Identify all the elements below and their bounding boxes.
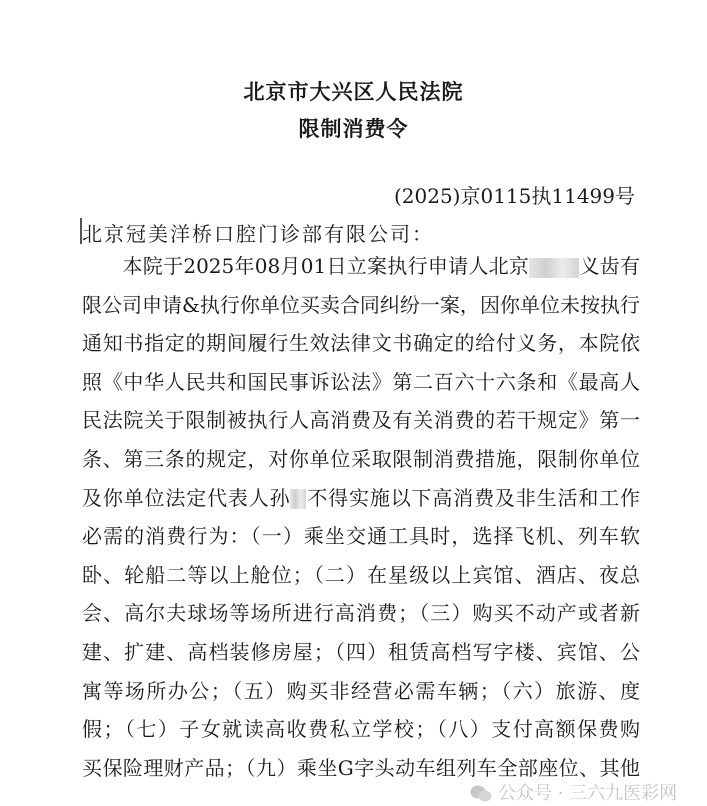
body-line bbox=[82, 639, 640, 665]
body-line bbox=[82, 716, 640, 742]
body-line-text: 假；（七）子女就读高收费私立学校；（八）支付高额保费购 bbox=[82, 717, 640, 742]
body-line-text: 通知书指定的期间履行生效法律文书确定的给付义务，本院依 bbox=[82, 331, 640, 356]
redacted-text bbox=[529, 258, 579, 278]
body-line bbox=[82, 485, 640, 511]
body-line-text: 会、高尔夫球场等场所进行高消费；（三）购买不动产或者新 bbox=[82, 601, 640, 626]
body-line-text: 必需的消费行为：（一）乘坐交通工具时，选择飞机、列车软 bbox=[82, 524, 640, 549]
wechat-icon bbox=[470, 784, 492, 804]
body-line bbox=[82, 562, 640, 588]
body-line-text: 本院于2025年08月01日立案执行申请人北京 bbox=[82, 254, 530, 278]
body-line-text-after-redaction: 不得实施以下高消费及非生活和工作 bbox=[306, 485, 641, 510]
body-line bbox=[82, 369, 640, 395]
body-line bbox=[82, 407, 640, 433]
case-number: (2025)京0115执11499号 bbox=[393, 184, 635, 208]
body-line bbox=[82, 678, 640, 704]
court-name: 北京市大兴区人民法院 bbox=[243, 79, 464, 104]
body-line bbox=[82, 446, 640, 472]
body-line bbox=[82, 523, 640, 549]
addressee[interactable]: 北京冠美洋桥口腔门诊部有限公司： bbox=[82, 222, 434, 246]
body-line-text: 限公司申请&执行你单位买卖合同纠纷一案，因你单位未按执行 bbox=[82, 292, 640, 317]
body-line bbox=[82, 292, 640, 318]
body-line-text-after-redaction: 义齿有 bbox=[579, 254, 641, 278]
document-title: 限制消费令 bbox=[298, 116, 409, 141]
body-line bbox=[82, 755, 640, 781]
body-line-text: 及你单位法定代表人孙 bbox=[82, 485, 291, 510]
watermark-text: 公众号 · 三六九医彩网 bbox=[498, 783, 678, 804]
body-line bbox=[82, 600, 640, 626]
watermark bbox=[470, 783, 677, 805]
body-line bbox=[82, 253, 640, 279]
body-line-text: 建、扩建、高档装修房屋；（四）租赁高档写字楼、宾馆、公 bbox=[82, 640, 640, 664]
body-line bbox=[82, 330, 640, 356]
body-line-text: 寓等场所办公；（五）购买非经营必需车辆；（六）旅游、度 bbox=[82, 678, 640, 703]
redacted-text bbox=[290, 489, 306, 509]
body-line-text: 条、第三条的规定，对你单位采取限制消费措施，限制你单位 bbox=[82, 447, 640, 471]
body-line-text: 买保险理财产品；（九）乘坐G字头动车组列车全部座位、其他 bbox=[82, 755, 640, 780]
body-line-text: 照《中华人民共和国民事诉讼法》第二百六十六条和《最高人 bbox=[82, 369, 640, 394]
body-line-text: 民法院关于限制被执行人高消费及有关消费的若干规定》第一 bbox=[82, 408, 640, 433]
body-line-text: 卧、轮船二等以上舱位；（二）在星级以上宾馆、酒店、夜总 bbox=[82, 562, 640, 587]
